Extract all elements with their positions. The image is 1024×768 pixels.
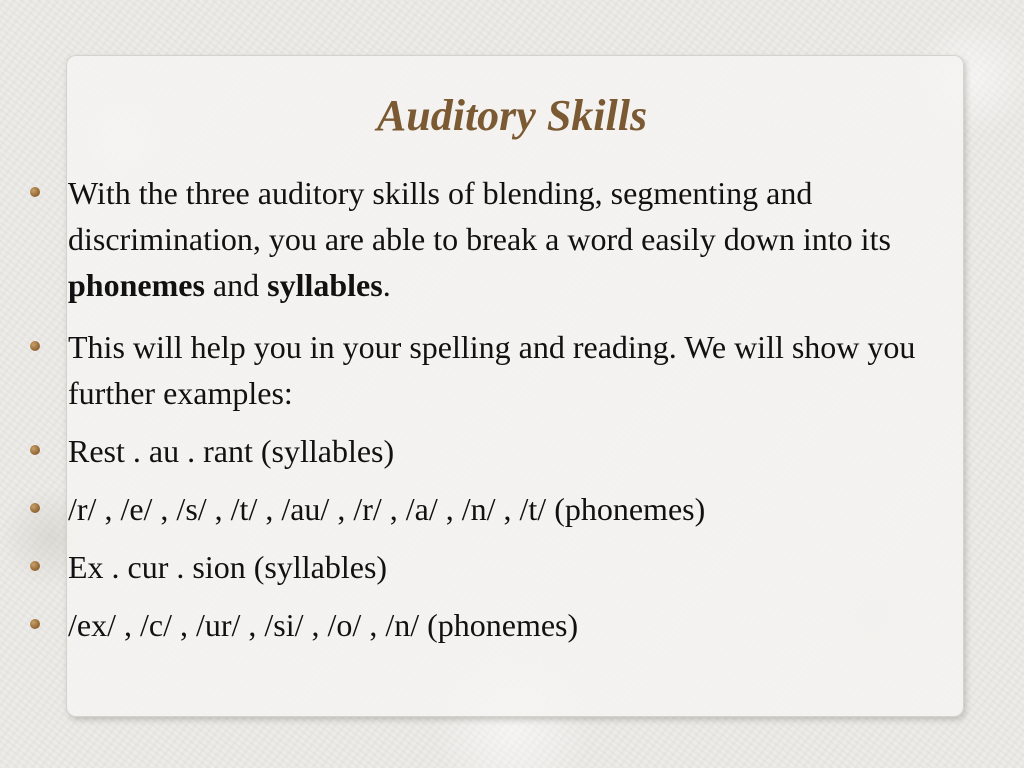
bullet-text: /r/ , /e/ , /s/ , /t/ , /au/ , /r/ , /a/ , /n/ , /t/ (phonemes) xyxy=(68,491,706,527)
list-item xyxy=(26,170,956,308)
list-item xyxy=(26,544,956,590)
bullet-dot-icon xyxy=(30,187,40,197)
list-item xyxy=(26,602,956,648)
list-item xyxy=(26,428,956,474)
bold-term-syllables: syllables xyxy=(267,267,383,303)
list-item xyxy=(26,486,956,532)
bullet-text: Rest . au . rant (syllables) xyxy=(68,433,395,469)
bullet-text: This will help you in your spelling and reading. We will show you further examples: xyxy=(68,329,916,411)
slide-title: Auditory Skills xyxy=(376,91,648,140)
bullet-list xyxy=(26,170,956,660)
bullet-text-part: and xyxy=(204,267,268,303)
bold-term-phonemes: phonemes xyxy=(68,267,205,303)
bullet-dot-icon xyxy=(30,561,40,571)
bullet-dot-icon xyxy=(30,619,40,629)
bullet-dot-icon xyxy=(30,445,40,455)
bullet-text xyxy=(68,175,891,303)
bullet-text: /ex/ , /c/ , /ur/ , /si/ , /o/ , /n/ (phonemes) xyxy=(68,607,579,643)
bullet-dot-icon xyxy=(30,341,40,351)
bullet-text-part: With the three auditory skills of blending, segmenting and discrimination, you are able to break a word easily down into its xyxy=(68,175,891,257)
list-item xyxy=(26,324,956,416)
bullet-dot-icon xyxy=(30,503,40,513)
bullet-text-part: . xyxy=(382,267,391,303)
bullet-text: Ex . cur . sion (syllables) xyxy=(68,549,388,585)
